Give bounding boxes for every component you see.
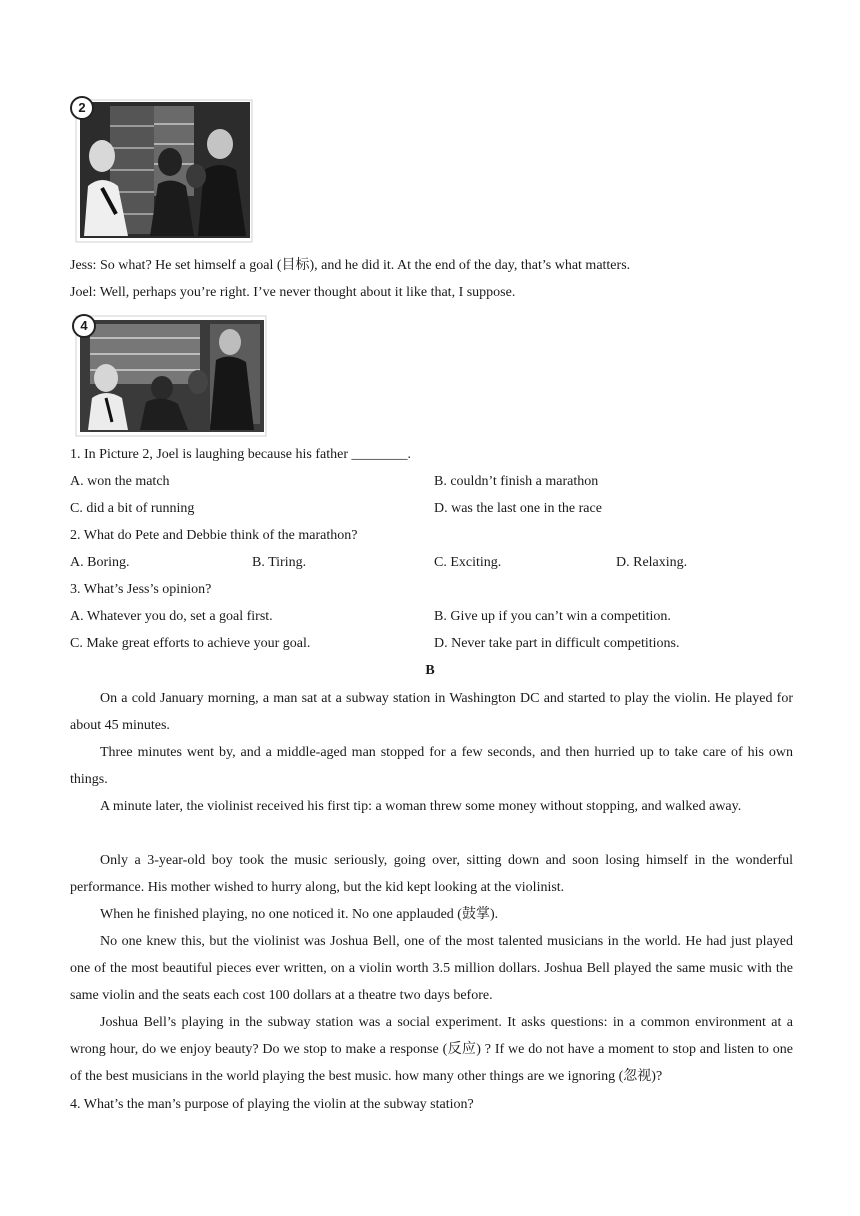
passage-paragraph-4: Only a 3-year-old boy took the music seriously, going over, sitting down and soon losing himself in the wonderful performance. His mother wished to hurry along, but the kid kept looking at the violinist. [70,853,793,895]
question-1-stem: 1. In Picture 2, Joel is laughing because his father ________. [70,447,411,462]
question-4-stem: 4. What’s the man’s purpose of playing the violin at the subway station? [70,1097,474,1112]
picture-number-badge: 4 [72,314,96,338]
section-b-title: B [425,663,435,678]
question-3-option-b: B. Give up if you can’t win a competition. [434,609,671,624]
passage-paragraph-7: Joshua Bell’s playing in the subway station was a social experiment. It asks questions: in a common environment at a wrong hour, do we enjoy beauty? Do we stop to make a response (反应) ? If we do not have a moment to stop and listen to one of the best musicians in the world playing the best music. how many other things are we ignoring (忽视)? [70,1015,793,1084]
question-2-stem: 2. What do Pete and Debbie think of the marathon? [70,528,358,543]
question-2-option-b: B. Tiring. [252,555,307,570]
question-1-option-a: A. won the match [70,474,170,489]
passage-paragraph-1: On a cold January morning, a man sat at a subway station in Washington DC and started to play the violin. He played for about 45 minutes. [70,691,793,733]
passage-paragraph-5: When he finished playing, no one noticed it. No one applauded (鼓掌). [100,907,499,922]
question-3-option-d: D. Never take part in difficult competitions. [434,636,680,651]
question-1-option-d: D. was the last one in the race [434,501,602,516]
question-3-option-c: C. Make great efforts to achieve your goal. [70,636,311,651]
dialogue-jess: Jess: So what? He set himself a goal (目标), and he did it. At the end of the day, that’s what matters. [70,258,631,273]
question-2-option-d: D. Relaxing. [616,555,688,570]
passage-paragraph-6: No one knew this, but the violinist was Joshua Bell, one of the most talented musicians in the world. He had just played one of the most beautiful pieces ever written, on a violin worth 3.5 million dollars. Joshua Bell played the same music with the same violin and the seats each cost 100 dollars at a theatre two days before. [70,934,793,1003]
photo-illustration [70,312,268,438]
passage-paragraph-3: A minute later, the violinist received his first tip: a woman threw some money without stopping, and walked away. [100,799,742,814]
question-3-stem: 3. What’s Jess’s opinion? [70,582,212,597]
picture-4 [70,312,268,438]
question-3-option-a: A. Whatever you do, set a goal first. [70,609,273,624]
passage-paragraph-2: Three minutes went by, and a middle-aged man stopped for a few seconds, and then hurried up to take care of his own things. [70,745,793,787]
photo-illustration [70,96,256,246]
question-2-option-a: A. Boring. [70,555,130,570]
question-1-option-b: B. couldn’t finish a marathon [434,474,599,489]
picture-number-badge: 2 [70,96,94,120]
question-2-option-c: C. Exciting. [434,555,502,570]
question-1-option-c: C. did a bit of running [70,501,195,516]
picture-2 [70,96,256,246]
dialogue-joel: Joel: Well, perhaps you’re right. I’ve never thought about it like that, I suppose. [70,285,516,300]
